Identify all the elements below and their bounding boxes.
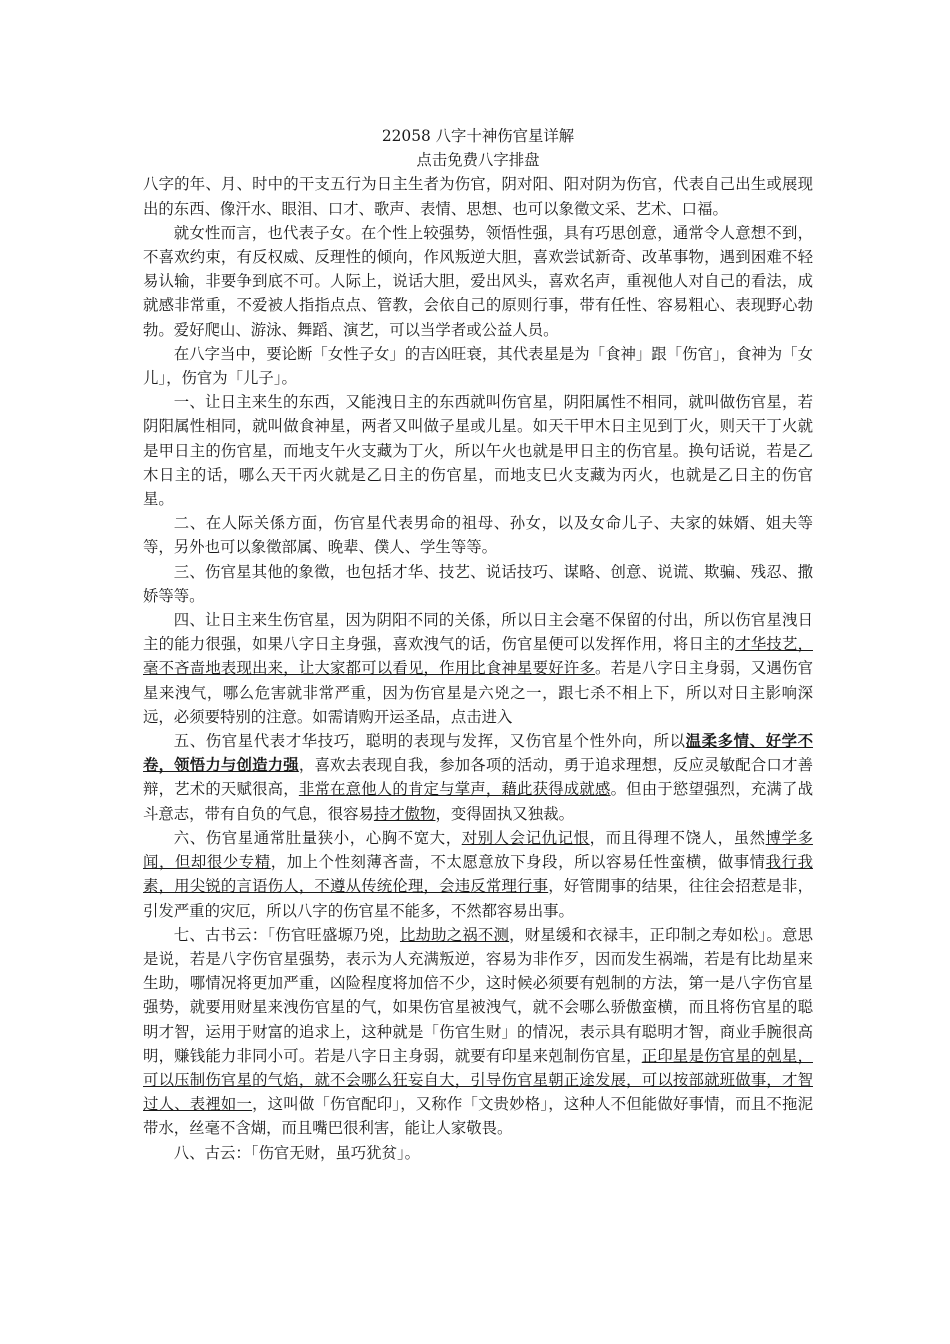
paragraph: [143, 390, 813, 511]
text-run: ，喜欢去表现自我，参加各项的活动，勇于追求理想，反应灵敏配合口才善辩，艺术的天赋很高，: [143, 756, 813, 799]
underlined-phrase: 我行我素，用尖锐的言语伤人，不遵从传统伦理，会违反常理行事: [143, 853, 813, 896]
text-run: ，而且得理不饶人，虽然: [589, 828, 766, 847]
text-run: 就女性而言，也代表子女。在个性上较强势，领悟性强，具有巧思创意，通常令人意想不到，不喜欢约束，有反权威、反理性的倾向，作风叛逆大胆，喜欢尝试新奇、改革事物，遇到困难不轻易认输，非要争到底不可。人际上，说话大胆，爱出风头，喜欢名声，重视他人对自己的看法，成就感非常重，不爱被人指指点点、管教，会依自己的原则行事，带有任性、容易粗心、表现野心勃勃。爱好爬山、游泳、舞蹈、演艺，可以当学者或公益人员。: [143, 223, 813, 339]
paragraph: [143, 1141, 813, 1165]
text-run: 五、伤官星代表才华技巧，聪明的表现与发挥，又伤官星个性外向，所以: [173, 732, 686, 751]
underlined-phrase: 持才傲物: [373, 804, 436, 823]
document-body: [143, 172, 813, 1164]
text-run: 。但由于慾望强烈，充满了战斗意志，带有自负的气息，很容易: [143, 780, 813, 823]
paragraph: [143, 172, 813, 220]
underlined-phrase: 对别人会记仇记恨: [461, 828, 590, 847]
bold-underlined-phrase: 温柔多情、好学不卷，领悟力与创造力强: [143, 732, 813, 775]
page-title: 22058 八字十神伤官星详解: [381, 127, 575, 145]
text-run: 。若是八字日主身弱，又遇伤官星来洩气，哪么危害就非常严重，因为伤官星是六兇之一，跟七杀不相上下，所以对日主影响深远，必须要特别的注意。如需请购开运圣品，点击进入: [143, 659, 813, 726]
text-run: 三、伤官星其他的象徵，也包括才华、技艺、说话技巧、谋略、创意、说谎、欺骗、残忍、撒娇等等。: [143, 562, 813, 605]
underlined-phrase: 非常在意他人的肯定与掌声，藉此获得成就感: [298, 780, 611, 799]
document-page: [143, 120, 813, 1165]
text-run: ，财星缓和衣禄丰，正印制之寿如松」。意思是说，若是八字伤官星强势，表示为人充满叛逆，容易为非作歹，因而发生祸端，若是有比劫星来生助，哪情况将更加严重，凶险程度将加倍不少，这时候必须要有剋制的方法，第一是八字伤官星强势，就要用财星来洩伤官星的气，如果伤官星被洩气，就不会哪么骄傲蛮横，而且将伤官星的聪明才智，运用于财富的追求上，这种就是「伤官生财」的情况，表示具有聪明才智，商业手腕很高明，赚钱能力非同小可。若是八字日主身弱，就要有印星来剋制伤官星，: [143, 925, 813, 1065]
text-run: 六、伤官星通常肚量狭小，心胸不宽大，: [173, 828, 462, 847]
text-run: 二、在人际关係方面，伤官星代表男命的祖母、孙女，以及女命儿子、夫家的妹婿、姐夫等等，另外也可以象徵部属、晚辈、僕人、学生等等。: [143, 514, 813, 557]
paragraph: [143, 560, 813, 608]
underlined-phrase: 比劫助之祸不测: [399, 925, 510, 944]
paragraph: [143, 729, 813, 826]
text-run: 八字的年、月、时中的干支五行为日主生者为伤官，阴对阳、阳对阴为伤官，代表自己出生或展现出的东西、像汗水、眼泪、口才、歌声、表情、思想、也可以象徵文采、艺术、口福。: [143, 175, 813, 218]
text-run: 四、让日主来生伤官星，因为阴阳不同的关係，所以日主会毫不保留的付出，所以伤官星洩日主的能力很强，如果八字日主身强，喜欢洩气的话，伤官星便可以发挥作用，将日主的: [143, 611, 813, 654]
paragraph: [143, 826, 813, 923]
underlined-phrase: 博学多闻，但却很少专精: [143, 828, 813, 872]
text-run: ，这叫做「伤官配印」，又称作「文贵妙格」，这种人不但能做好事情，而且不拖泥带水，丝毫不含煳，而且嘴巴很利害，能让人家敬畏。: [143, 1095, 813, 1138]
free-bazi-chart-link[interactable]: 点击免费八字排盘: [416, 151, 540, 170]
text-run: 在八字当中，要论断「女性子女」的吉凶旺衰，其代表星是为「食神」跟「伤官」，食神为「女儿」，伤官为「儿子」。: [143, 344, 813, 388]
paragraph: [143, 923, 813, 1141]
paragraph: [143, 221, 813, 342]
text-run: 一、让日主来生的东西，又能洩日主的东西就叫伤官星，阴阳属性不相同，就叫做伤官星，若阴阳属性相同，就叫做食神星，两者又叫做子星或儿星。如天干甲木日主见到丁火，则天干丁火就是甲日主的伤官星，而地支午火支藏为丁火，所以午火也就是甲日主的伤官星。换句话说，若是乙木日主的话，哪么天干丙火就是乙日主的伤官星，而地支巳火支藏为丙火，也就是乙日主的伤官星。: [143, 393, 813, 509]
underlined-phrase: 才华技艺，毫不吝啬地表现出来，让大家都可以看见，作用比食神星要好许多: [143, 635, 813, 678]
text-run: 七、古书云：「伤官旺盛塬乃兇，: [173, 925, 400, 944]
paragraph: [143, 342, 813, 390]
text-run: ，变得固执又独裁。: [435, 804, 574, 823]
text-run: ，加上个性刻薄吝啬，不太愿意放下身段，所以容易任性蛮横，做事情: [270, 853, 766, 872]
paragraph: [143, 608, 813, 729]
paragraph: [143, 511, 813, 559]
underlined-phrase: 正印星是伤官星的剋星，可以压制伤官星的气焰，就不会哪么狂妄自大，引导伤官星朝正途发展，可以按部就班做事，才智过人、表裡如一: [143, 1046, 813, 1114]
text-run: ，好管閒事的结果，往往会招惹是非，引发严重的灾厄，所以八字的伤官星不能多，不然都容易出事。: [143, 877, 813, 920]
text-run: 八、古云：「伤官无财，虽巧犹贫」。: [173, 1143, 421, 1162]
